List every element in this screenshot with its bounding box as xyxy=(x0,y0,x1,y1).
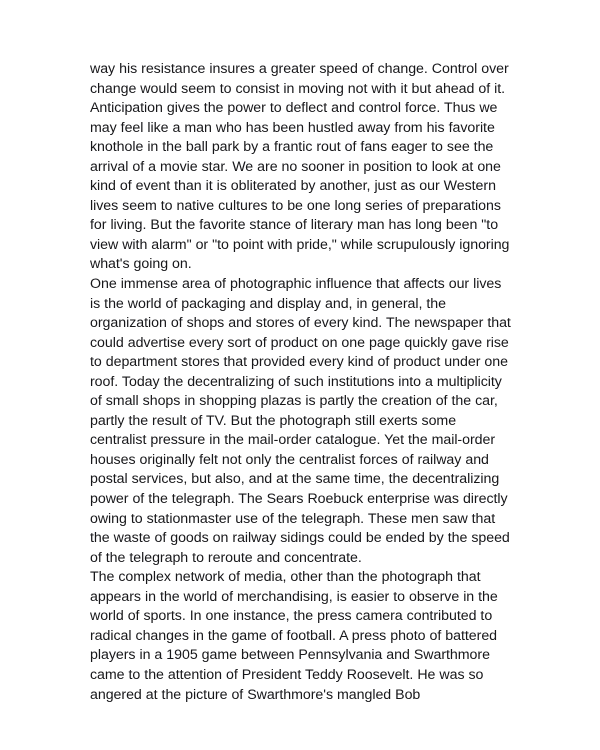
body-paragraph-1: way his resistance insures a greater speed of change. Control over change would seem to consist in moving not with it but ahead of it. Anticipation gives the power to deflect and control force. Thus we may feel like a man who has been hustled away from his favorite knothole in the ball park by a frantic rout of fans eager to see the arrival of a movie star. We are no sooner in position to look at one kind of event than it is obliterated by another, just as our Western lives seem to native cultures to be one long series of preparations for living. But the favorite stance of literary man has long been "to view with alarm" or "to point with pride," while scrupulously ignoring what's going on. xyxy=(90,61,510,273)
body-text-column xyxy=(90,60,514,705)
body-paragraph-3: The complex network of media, other than the photograph that appears in the world of merchandising, is easier to observe in the world of sports. In one instance, the press camera contributed to radical changes in the game of football. A press photo of battered players in a 1905 game between Pennsylvania and Swarthmore came to the attention of President Teddy Roosevelt. He was so angered at the picture of Swarthmore's mangled Bob xyxy=(90,569,498,703)
body-paragraph-2: One immense area of photographic influence that affects our lives is the world of packaging and display and, in general, the organization of shops and stores of every kind. The newspaper that could advertise every sort of product on one page quickly gave rise to department stores that provided every kind of product under one roof. Today the decentralizing of such institutions into a multiplicity of small shops in shopping plazas is partly the creation of the car, partly the result of TV. But the photograph still exerts some centralist pressure in the mail-order catalogue. Yet the mail-order houses originally felt not only the centralist forces of railway and postal services, but also, and at the same time, the decentralizing power of the telegraph. The Sears Roebuck enterprise was directly owing to stationmaster use of the telegraph. These men saw that the waste of goods on railway sidings could be ended by the speed of the telegraph to reroute and concentrate. xyxy=(90,276,511,566)
